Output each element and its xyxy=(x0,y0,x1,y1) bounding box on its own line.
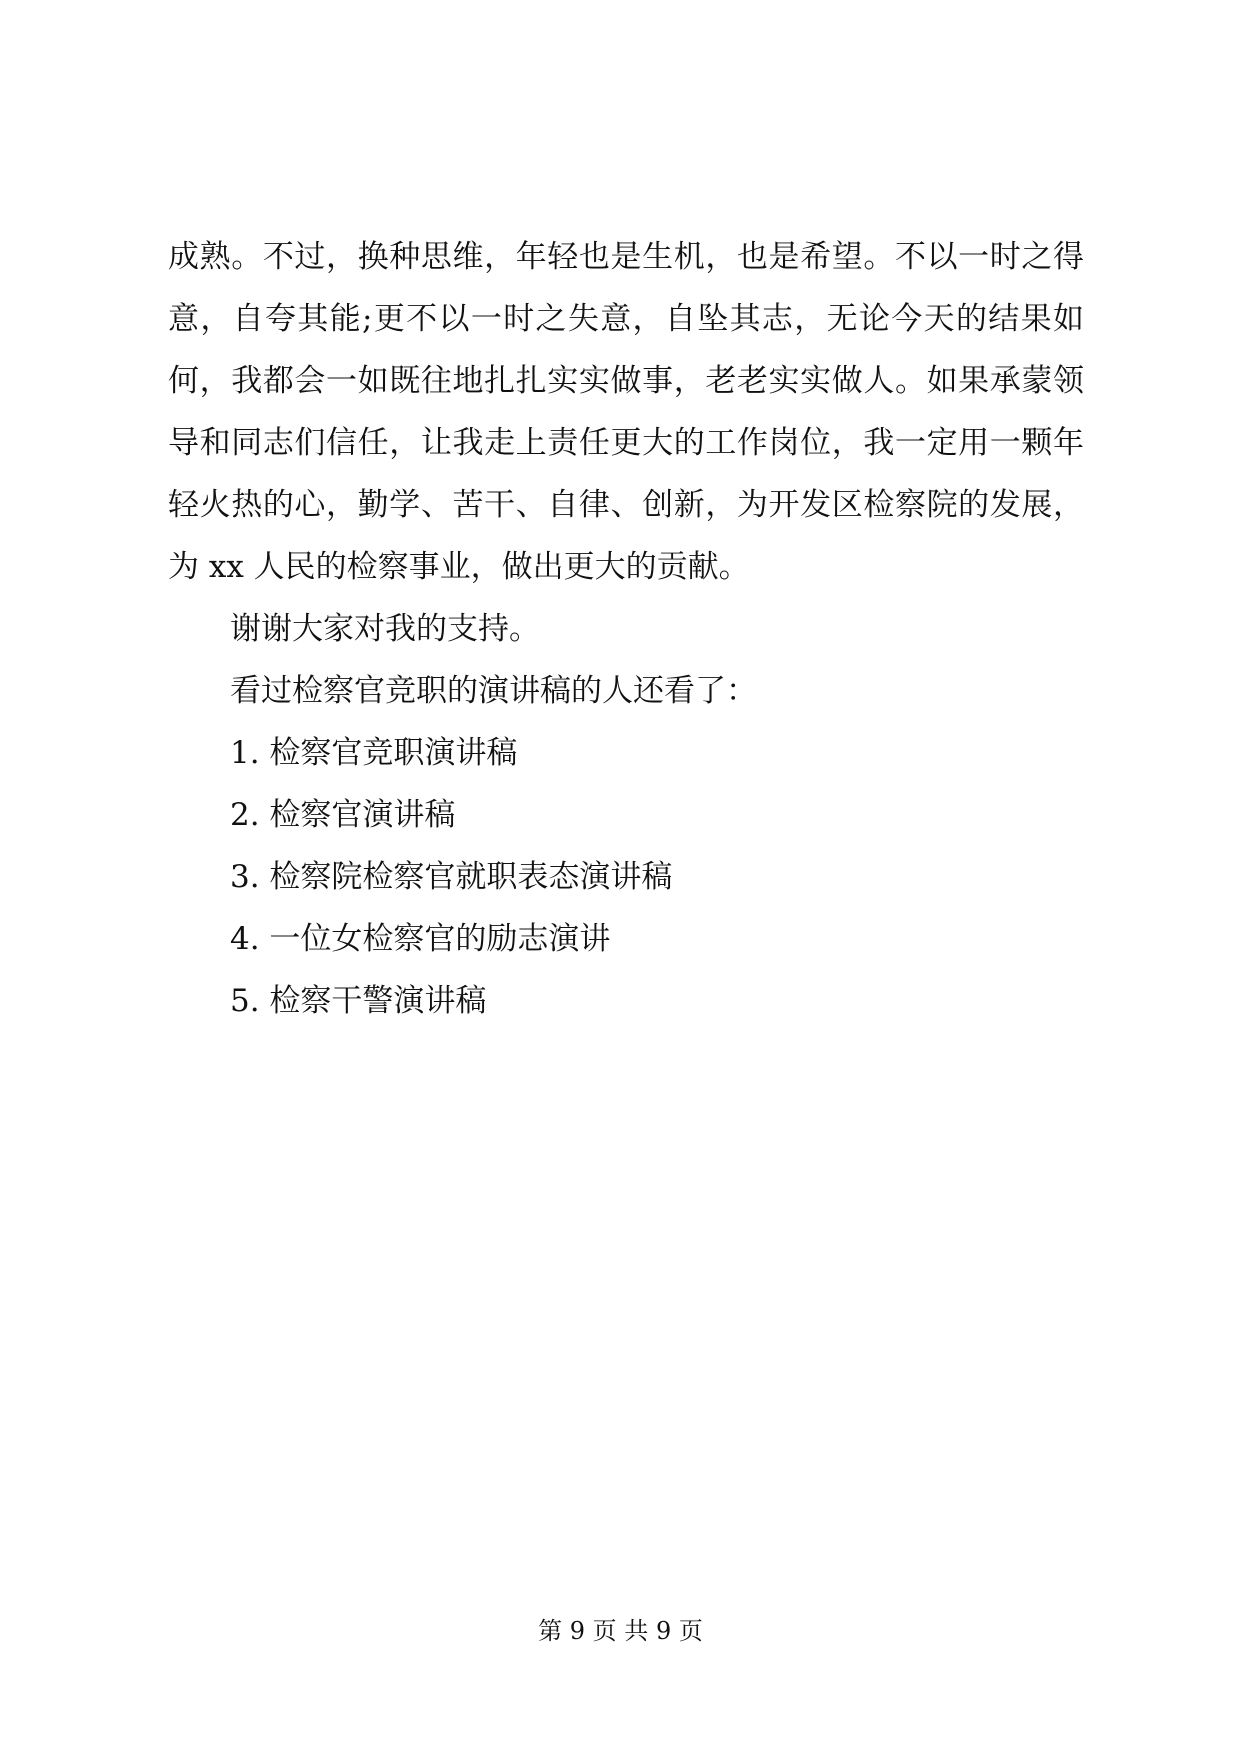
paragraph-related-intro: 看过检察官竞职的演讲稿的人还看了： xyxy=(230,673,757,709)
list-item: 3. 检察院检察官就职表态演讲稿 xyxy=(230,859,673,895)
related-articles-list xyxy=(168,722,1084,1032)
list-item: 4. 一位女检察官的励志演讲 xyxy=(230,921,611,957)
document-body xyxy=(168,226,1084,1032)
page-number-footer: 第 9 页 共 9 页 xyxy=(538,1617,703,1645)
paragraph-thanks: 谢谢大家对我的支持。 xyxy=(230,611,540,647)
list-item: 2. 检察官演讲稿 xyxy=(230,797,456,833)
list-item: 1. 检察官竞职演讲稿 xyxy=(230,735,518,771)
paragraph-continuation: 成熟。不过，换种思维，年轻也是生机，也是希望。不以一时之得意，自夸其能;更不以一时之失意，自坠其志，无论今天的结果如何，我都会一如既往地扎扎实实做事，老老实实做人。如果承蒙领导和同志们信任，让我走上责任更大的工作岗位，我一定用一颗年轻火热的心，勤学、苦干、自律、创新，为开发区检察院的发展，为 xx 人民的检察事业，做出更大的贡献。 xyxy=(168,239,1084,585)
list-item: 5. 检察干警演讲稿 xyxy=(230,983,487,1019)
